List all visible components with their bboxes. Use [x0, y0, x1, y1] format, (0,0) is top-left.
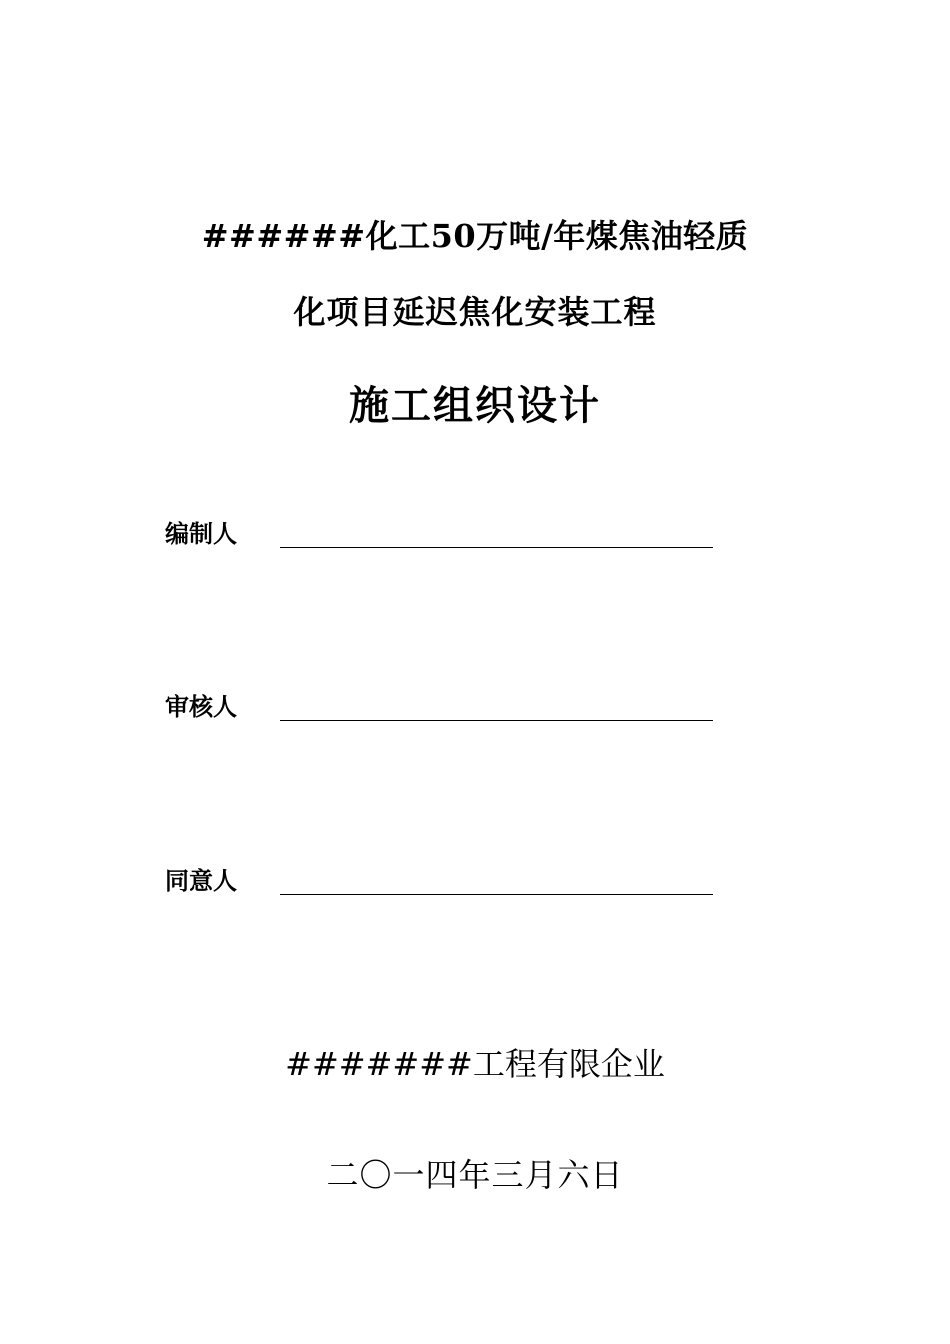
signature-row-reviewer: [165, 688, 725, 728]
project-title-line-1: ######化工50万吨/年煤焦油轻质: [201, 217, 749, 255]
signature-row-approver: [165, 862, 725, 902]
approver-signature-line: [280, 894, 713, 895]
signature-row-editor: [165, 515, 725, 555]
document-title: 施工组织设计: [349, 382, 601, 429]
company-name: #######工程有限企业: [285, 1045, 665, 1083]
approver-label: 同意人: [165, 866, 237, 895]
editor-signature-line: [280, 547, 713, 548]
reviewer-label: 审核人: [165, 692, 237, 721]
reviewer-signature-line: [280, 720, 713, 721]
document-date: 二〇一四年三月六日: [326, 1156, 624, 1194]
editor-label: 编制人: [165, 519, 237, 548]
project-title-line-2: 化项目延迟焦化安装工程: [293, 293, 657, 331]
